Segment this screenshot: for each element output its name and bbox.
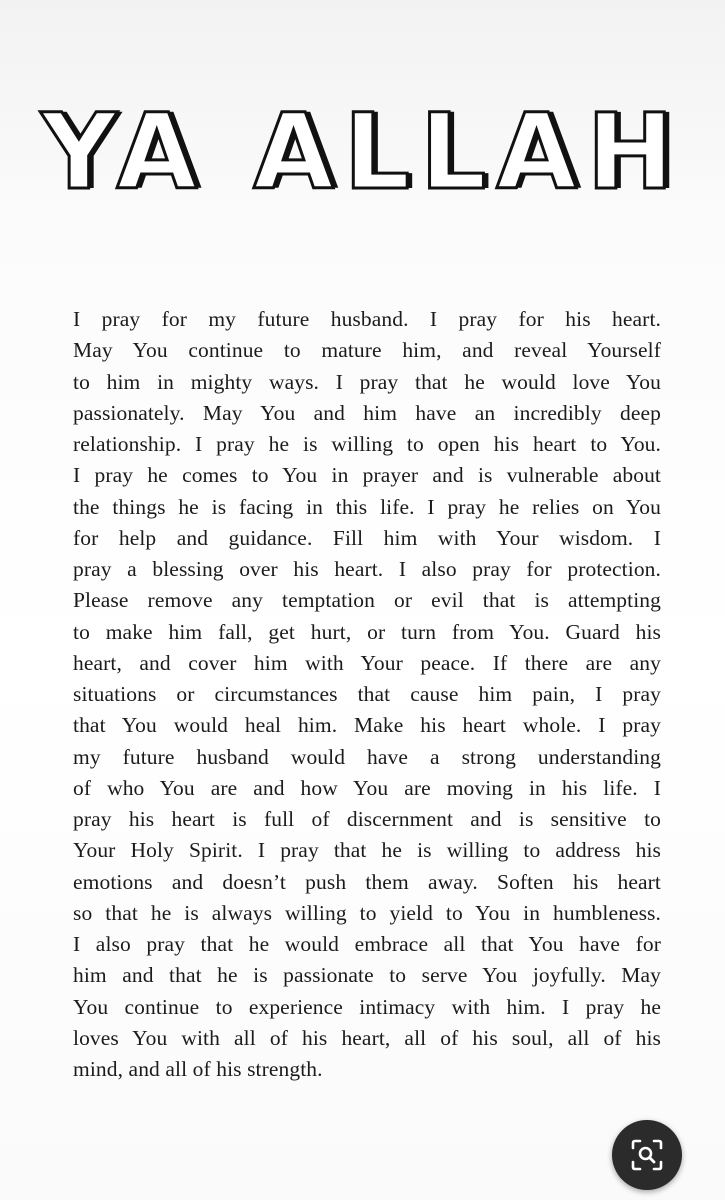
prayer-line: the things he is facing in this life. I pray he relies on You bbox=[73, 494, 661, 519]
prayer-line: emotions and doesn’t push them away. Soften his heart bbox=[73, 869, 661, 894]
prayer-line: mind, and all of his strength. bbox=[73, 1057, 323, 1081]
prayer-line: that You would heal him. Make his heart whole. I pray bbox=[73, 713, 661, 738]
prayer-line: of who You are and how You are moving in his life. I bbox=[73, 775, 661, 800]
prayer-line: him and that he is passionate to serve You joyfully. May bbox=[73, 963, 661, 988]
prayer-line: so that he is always willing to yield to You in humbleness. bbox=[73, 900, 661, 925]
prayer-line: May You continue to mature him, and reveal Yourself bbox=[73, 338, 661, 363]
page-title: YA ALLAH bbox=[41, 91, 684, 213]
prayer-text bbox=[73, 304, 661, 1085]
prayer-line: heart, and cover him with Your peace. If there are any bbox=[73, 650, 661, 675]
prayer-line: situations or circumstances that cause him pain, I pray bbox=[73, 682, 661, 706]
prayer-line: my future husband would have a strong understanding bbox=[73, 744, 661, 769]
prayer-line: Please remove any temptation or evil that is attempting bbox=[73, 588, 661, 613]
prayer-line: passionately. May You and him have an incredibly deep bbox=[73, 400, 661, 425]
prayer-line: I also pray that he would embrace all that You have for bbox=[73, 932, 661, 956]
prayer-line: relationship. I pray he is willing to open his heart to You. bbox=[73, 432, 661, 456]
prayer-line: pray his heart is full of discernment and is sensitive to bbox=[73, 807, 661, 831]
prayer-line: to him in mighty ways. I pray that he would love You bbox=[73, 369, 661, 394]
lens-search-icon bbox=[629, 1137, 665, 1173]
prayer-line: You continue to experience intimacy with him. I pray he bbox=[73, 994, 661, 1019]
prayer-line: loves You with all of his heart, all of his soul, all of his bbox=[73, 1025, 661, 1050]
prayer-line: I pray for my future husband. I pray for his heart. bbox=[73, 307, 661, 331]
prayer-line: pray a blessing over his heart. I also pray for protection. bbox=[73, 557, 661, 581]
prayer-line: for help and guidance. Fill him with Your wisdom. I bbox=[73, 525, 661, 550]
prayer-line: I pray he comes to You in prayer and is vulnerable about bbox=[73, 463, 661, 488]
prayer-line: to make him fall, get hurt, or turn from You. Guard his bbox=[73, 619, 661, 644]
prayer-line: Your Holy Spirit. I pray that he is willing to address his bbox=[73, 838, 661, 863]
lens-search-button[interactable] bbox=[612, 1120, 682, 1190]
